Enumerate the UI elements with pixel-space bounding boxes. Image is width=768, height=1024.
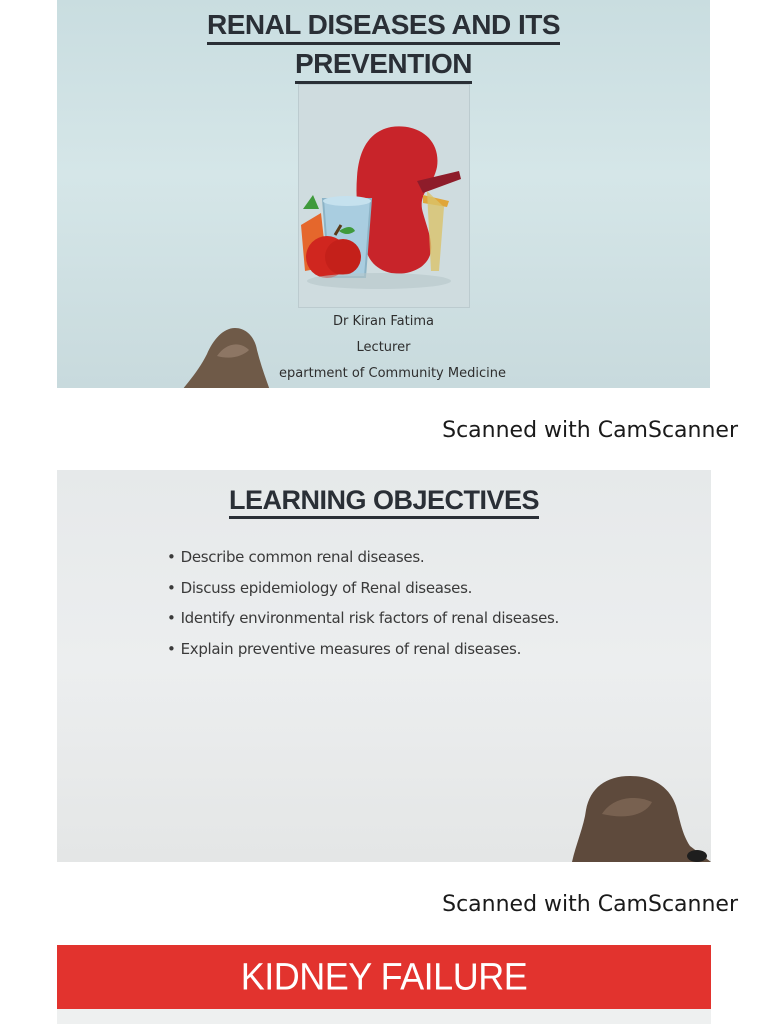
slide1-title: [57, 6, 710, 84]
slide2-title-text: LEARNING OBJECTIVES: [229, 484, 539, 519]
presenter-silhouette-icon: [177, 326, 272, 388]
scan-watermark-label: Scanned with CamScanner: [442, 418, 738, 443]
presenter-role: Lecturer: [356, 340, 411, 355]
presenter-silhouette-icon: [572, 774, 711, 862]
objectives-list: [167, 542, 559, 664]
objective-item: • Describe common renal diseases.: [167, 542, 559, 573]
objective-item: • Explain preventive measures of renal diseases.: [167, 634, 559, 665]
slide1-title-line2: PREVENTION: [295, 47, 472, 84]
kidney-fruit-water-illustration-icon: [298, 84, 470, 308]
objective-item: • Identify environmental risk factors of renal diseases.: [167, 603, 559, 634]
scan-watermark-label: Scanned with CamScanner: [442, 892, 738, 917]
presenter-name: Dr Kiran Fatima: [333, 314, 434, 329]
slide3-title: KIDNEY FAILURE: [240, 954, 528, 998]
objective-item: • Discuss epidemiology of Renal diseases.: [167, 573, 559, 604]
slide2-title: [57, 484, 711, 519]
slide3-title-bar: [57, 945, 711, 1009]
slide1-title-line1: RENAL DISEASES AND ITS: [207, 8, 560, 45]
presenter-department: epartment of Community Medicine: [279, 366, 506, 381]
slide-kidney-failure: [57, 945, 711, 1024]
slide-title-renal-diseases: [57, 0, 710, 388]
slide-learning-objectives: [57, 470, 711, 862]
